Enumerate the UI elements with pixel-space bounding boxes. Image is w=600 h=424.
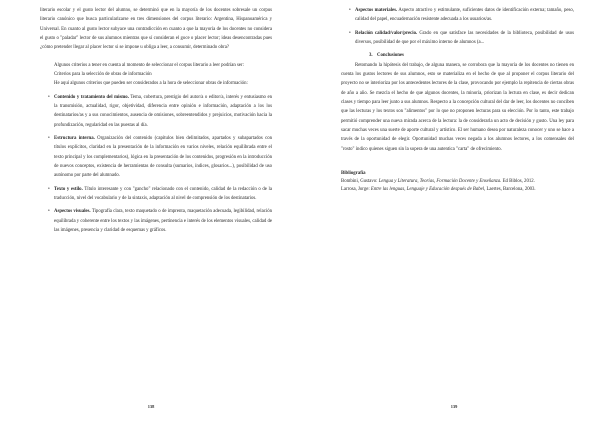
section-title: Conclusiones bbox=[377, 53, 404, 59]
bullet-text: Tipografía clara, texto maquetado o de imprenta, maquetación adecuada, legibilidad, relación equilibrada y coherente entre los textos y las imágenes, pertinencia e interés de los elementos visuales, calidad de las imágenes, presencia y claridad de esquemas y gráficos. bbox=[54, 209, 273, 233]
ref-title: Lengua y Literatura, Teorías, Formación Docente y Enseñanza. bbox=[378, 178, 502, 184]
bullet-item bbox=[40, 93, 272, 130]
ref-author: Bombini, Gustavo: bbox=[341, 178, 379, 184]
bibliography-entry bbox=[341, 186, 574, 194]
bullet-text: Tema, cobertura, prestigio del autor/a o editor/a, interés y entusiasmo en la transmisión, actualidad, rigor, objetividad, diferencia entre opinión e información, adaptación a los los destinatarios/as y a sus conocimientos, ausencia de omisiones, sobreentendidos y prejuicios, motivación hacia la profundización, regularidad en las puestas al día. bbox=[54, 94, 272, 128]
bullet-text: Grado en que satisface las necesidades de la biblioteca, posibilidad de usos diversos, posibilidad de que por el máximo interno de alumnos (a... bbox=[355, 30, 575, 45]
bibliography-entry bbox=[341, 178, 574, 186]
ref-author: Larrosa, Jorge: bbox=[341, 186, 371, 192]
bullet-item bbox=[40, 185, 272, 204]
bullet-text: Organización del contenido (capítulos bien delimitados, apartados y subapartados con títulos explícitos, claridad en la presentación de la información en varios niveles, relación equilibrada entre el texto principal y los complementarios), lógica en la presentación de los contenidos, progresión en la introducción de nuevos conceptos, existencia de herramientas de consulta (sumarios, índices, glosarios...), posibilidad de uso autónomo por parte del alumnado. bbox=[54, 135, 273, 179]
bibliography-title: Bibliografía bbox=[341, 170, 366, 176]
bullet-item bbox=[341, 6, 574, 25]
bullet-heading: Aspectos materiales. bbox=[355, 8, 398, 13]
bullet-heading: Contenido y tratamiento del mismo. bbox=[54, 94, 129, 100]
bullet-item bbox=[341, 29, 574, 48]
bullet-heading: Estructura interna. bbox=[54, 135, 95, 141]
bullet-item bbox=[40, 207, 272, 235]
ref-rest: Laertes, Barcelona, 2003. bbox=[485, 186, 536, 192]
bullet-text: Título interesante y con "gancho" relacionado con el contenido, calidad de la redacción o de la traducción, nivel del vocabulario y de la sintaxis, adaptación al nivel de comprensión de los destinatarios. bbox=[54, 186, 272, 201]
page-number: 139 bbox=[450, 404, 458, 409]
paragraph-intro: literario escolar y el gusto lector del alumno, se determinó que en la mayoría de los docentes sobresale un corpus literario canónico que busca particularizarse en tres dimensiones del corpus literario: Argentina, Hispanoamérica y Universal. En cuanto al gusto lector subyace una contradicción en cuanto a que la mayoría de los docentes no considera el gusto o "paladar" lector de sus alumnos mientras que sí consideran el goce o placer lector; ideas desencontradas pues ¿cómo pretender llegar al placer lector si se impone u obliga a leer, a consumir, determinado obra? bbox=[40, 8, 272, 51]
bullet-heading: Aspectos visuales. bbox=[54, 209, 91, 215]
right-text-column bbox=[341, 6, 574, 194]
bullet-item bbox=[40, 134, 272, 181]
page-number: 138 bbox=[147, 404, 155, 409]
ref-title: Entre las lenguas, Lenguaje y Educación después de Babel, bbox=[370, 186, 486, 192]
section-number: 3. bbox=[369, 53, 373, 59]
paragraph-conclusion: Retomando la hipótesis del trabajo, de alguna manera, se corrobora que la mayoría de los docentes no tienen en cuenta los gustos lectores de sus alumnos, esto se materializa en el hecho de que al proponer el corpus literario del proyecto no se interioriza por los antecedentes lectores de la clase, provocando por ejemplo la repitencia de ciertas obras de año a año. Se mezcla el hecho de que algunos docentes, la minoría, priorizan la lectura en clase, es decir dedican clases y tiempo para leer junto a sus alumnos. Respecto a la concepción cultural del dar de leer, los docentes no conciben que las lecturas y los textos son "alimentos" por lo que no proponen lecturas para su elección. Por lo tanto, este trabajo permitió comprender una nueva mirada acerca de la lectura: la de considerarla un acto de decisión y gusto. Una ley para sacar muchas veces una suerte de aporte cultural y artístico. El ser humano desea por naturaleza conocer y uno se hace a través de la oportunidad de elegir. Oportunidad muchas veces negada a los alumnos lectores, a los comensales del "rosto" índico quienes siguen sin la sopera de una autentica "carta" de ofrecimiento. bbox=[341, 62, 574, 152]
paragraph-criteria: Algunos criterios a tener en cuenta al momento de seleccionar el corpus literario a leer podrían ser: bbox=[54, 62, 244, 68]
left-text-column bbox=[40, 6, 272, 235]
paragraph-criteria-intro: He aquí algunos criterios que pueden ser considerados a la hora de seleccionar obras de información: bbox=[54, 81, 248, 87]
ref-rest: Ed Biblos, 2012. bbox=[501, 178, 535, 184]
bullet-heading: Texto y estilo. bbox=[54, 186, 83, 192]
right-page bbox=[300, 0, 600, 424]
subheading-criteria: Criterios para la selección de obras de información bbox=[54, 71, 152, 77]
bullet-heading: Relación calidad/valor/precio. bbox=[355, 30, 418, 36]
section-heading bbox=[341, 51, 574, 60]
bullet-text: Aspecto atractivo y estimulante, suficientes datos de identificación externa; tamaño, peso, calidad del papel, encuadernación resistente adecuada a los usuarios/as. bbox=[355, 8, 574, 23]
